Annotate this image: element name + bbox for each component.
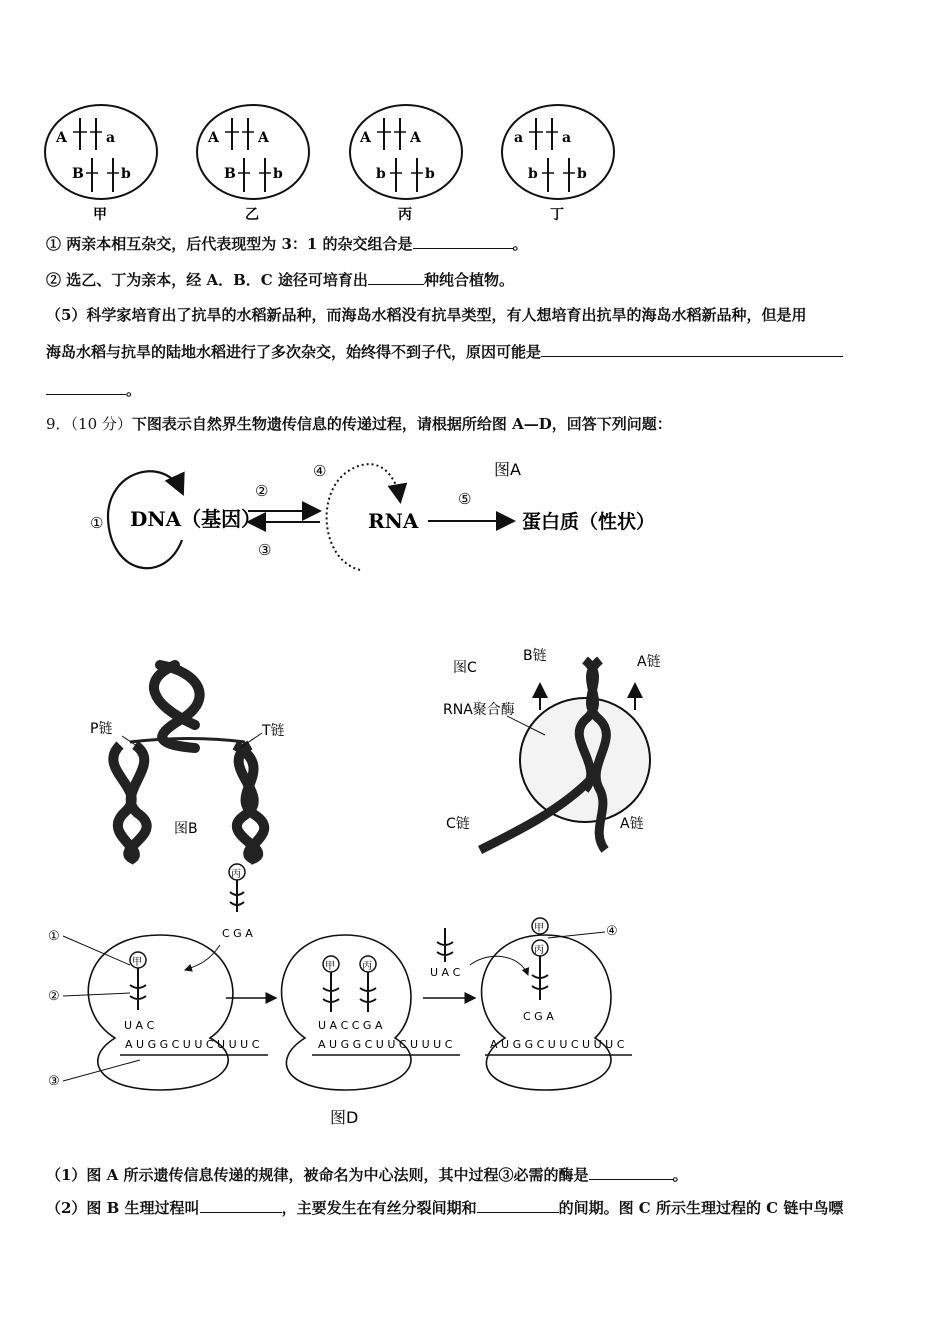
- question-number: 9．（10 分）: [46, 415, 132, 433]
- q9-sub1: （1）图 A 所示遗传信息传递的规律，被命名为中心法则，其中过程③必需的酶是 。: [46, 1166, 688, 1184]
- amino-acid-jia-2: 甲: [325, 961, 335, 972]
- allele-label: b: [425, 166, 435, 182]
- figure-d-title: 图D: [330, 1108, 359, 1127]
- allele-label: b: [273, 166, 283, 182]
- process-4-number: ④: [313, 462, 327, 480]
- cell-yi: [197, 105, 309, 223]
- protein-label: 蛋白质（性状）: [522, 511, 656, 533]
- process-3-number: ③: [258, 541, 272, 559]
- amino-acid-bing: 丙: [231, 869, 241, 880]
- cell-label: 甲: [93, 207, 107, 223]
- answer-blank[interactable]: [368, 270, 424, 285]
- rna-polymerase-label: RNA聚合酶: [443, 702, 515, 718]
- allele-label: A: [208, 130, 219, 146]
- allele-label: B: [72, 166, 84, 182]
- figure-a-title: 图A: [494, 460, 521, 479]
- anticodon-uaccga: U A C C G A: [318, 1019, 383, 1032]
- cell-ding: [502, 105, 614, 223]
- allele-label: b: [376, 166, 386, 182]
- a-chain-top-label: A链: [637, 654, 661, 670]
- anticodon-cga: C G A: [222, 927, 253, 940]
- mrna-seq-2: A U G G C U U C U U U C: [318, 1038, 453, 1051]
- amino-acid-bing-2: 丙: [362, 961, 372, 972]
- dna-label: DNA（基因）: [130, 507, 262, 531]
- cell-label: 乙: [245, 207, 259, 223]
- cell-label: 丁: [550, 207, 564, 223]
- t-chain-label: T链: [262, 723, 285, 739]
- label-2: ②: [48, 989, 60, 1004]
- answer-blank[interactable]: [46, 380, 126, 395]
- allele-label: b: [528, 166, 538, 182]
- anticodon-uac-free: U A C: [430, 966, 461, 979]
- figure-a: [80, 448, 700, 588]
- process-2-number: ②: [255, 482, 269, 500]
- allele-label: a: [106, 130, 116, 146]
- c-chain-label: C链: [446, 816, 470, 832]
- allele-label: a: [514, 130, 524, 146]
- amino-acid-jia-3: 甲: [534, 923, 544, 934]
- answer-blank[interactable]: [413, 234, 513, 249]
- rna-label: RNA: [368, 509, 419, 533]
- allele-label: A: [258, 130, 269, 146]
- q9-sub2: （2）图 B 生理过程叫 ，主要发生在有丝分裂间期和 的间期。图 C 所示生理过程的 C 链中鸟嘌: [46, 1199, 844, 1217]
- anticodon-cga-3: C G A: [523, 1010, 554, 1023]
- figure-d: [40, 860, 660, 1132]
- mrna-seq-3: A U G G C U U C U U U C: [490, 1038, 625, 1051]
- cell-label: 丙: [398, 207, 412, 223]
- q8-sub1: ① 两亲本相互杂交，后代表现型为 3：1 的杂交组合是 。: [46, 235, 528, 253]
- mrna-seq-1: A U G G C U U C U U U C: [125, 1038, 260, 1051]
- figure-c-title: 图C: [453, 660, 477, 676]
- answer-blank[interactable]: [477, 1198, 559, 1213]
- anticodon-uac-1: U A C: [124, 1019, 155, 1032]
- allele-label: a: [562, 130, 572, 146]
- label-3: ③: [48, 1074, 60, 1089]
- allele-label: A: [410, 130, 421, 146]
- allele-label: B: [224, 166, 236, 182]
- cell-bing: [350, 105, 462, 223]
- label-1: ①: [48, 929, 60, 944]
- cell-jia: [45, 105, 157, 223]
- q8-sub2: ② 选乙、丁为亲本，经 A．B．C 途径可培育出 种纯合植物。: [46, 271, 514, 289]
- cell-diagrams: [0, 100, 950, 225]
- q8-p5-line2: 海岛水稻与抗旱的陆地水稻进行了多次杂交，始终得不到子代，原因可能是: [46, 342, 843, 362]
- process-5-number: ⑤: [458, 490, 472, 508]
- answer-blank[interactable]: [589, 1165, 673, 1180]
- process-1-number: ①: [90, 514, 104, 532]
- a-chain-bottom-label: A链: [620, 816, 644, 832]
- answer-blank[interactable]: [541, 342, 843, 357]
- amino-acid-jia: 甲: [132, 957, 142, 968]
- q9-stem: 9．（10 分）下图表示自然界生物遗传信息的传递过程，请根据所给图 A—D，回答下列问题：: [46, 415, 672, 433]
- allele-label: b: [577, 166, 587, 182]
- amino-acid-bing-3: 丙: [534, 945, 544, 956]
- p-chain-label: P链: [90, 721, 113, 737]
- q8-p5-line1: （5）科学家培育出了抗旱的水稻新品种，而海岛水稻没有抗旱类型，有人想培育出抗旱的海岛水稻新品种，但是用: [46, 306, 807, 324]
- allele-label: b: [121, 166, 131, 182]
- answer-blank[interactable]: [200, 1198, 282, 1213]
- label-4: ④: [606, 924, 618, 939]
- allele-label: A: [360, 130, 371, 146]
- b-chain-label: B链: [523, 648, 547, 664]
- figure-b: [85, 655, 305, 870]
- q8-p5-line3: 。: [46, 380, 141, 400]
- figure-c: [435, 640, 675, 870]
- figure-b-title: 图B: [174, 821, 198, 837]
- allele-label: A: [56, 130, 67, 146]
